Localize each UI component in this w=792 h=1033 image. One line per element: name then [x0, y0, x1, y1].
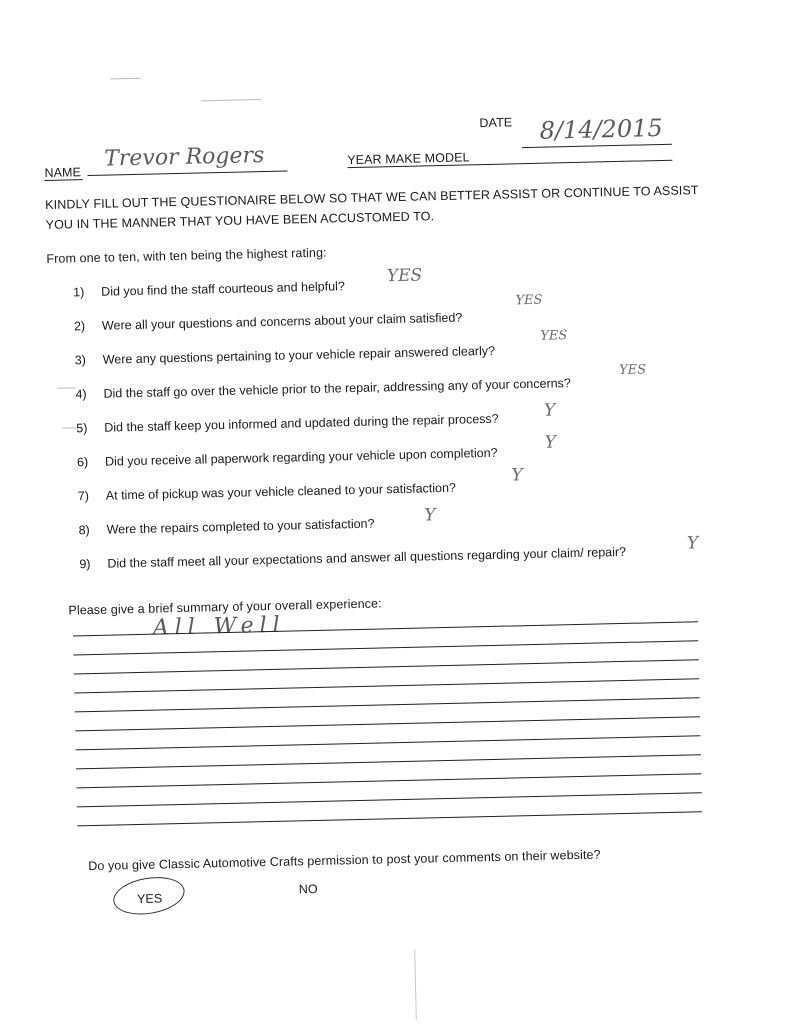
question-number: 4)	[75, 387, 87, 402]
question-number: 6)	[76, 455, 89, 470]
scan-fold-line	[414, 950, 417, 1020]
summary-line	[75, 697, 700, 712]
question-text: Did you receive all paperwork regarding your vehicle upon completion?	[104, 445, 498, 469]
scan-speck	[201, 99, 261, 101]
summary-line	[74, 659, 699, 674]
name-value: Trevor Rogers	[103, 142, 265, 172]
intro-line-2: YOU IN THE MANNER THAT YOU HAVE BEEN ACCUSTOMED TO.	[45, 209, 435, 232]
date-label: DATE	[479, 115, 513, 131]
name-label: NAME	[44, 165, 82, 180]
question-answer: Y	[424, 505, 436, 526]
question-answer: YES	[515, 292, 543, 309]
question-number: 3)	[74, 353, 87, 368]
summary-line	[77, 792, 702, 807]
question-number: 8)	[78, 523, 90, 538]
question-answer: Y	[686, 533, 699, 554]
intro-line-1: KINDLY FILL OUT THE QUESTIONAIRE BELOW SO THAT WE CAN BETTER ASSIST OR CONTINUE TO ASSIST	[45, 183, 699, 212]
summary-line	[76, 754, 701, 769]
question-answer: Y	[511, 465, 523, 486]
summary-prompt: Please give a brief summary of your overall experience:	[68, 596, 382, 618]
scan-speck	[62, 427, 76, 428]
question-text: Were any questions pertaining to your vehicle repair answered clearly?	[102, 343, 496, 367]
question-answer: YES	[618, 362, 647, 378]
summary-lines	[0, 0, 781, 9]
year-make-model-label: YEAR MAKE MODEL	[347, 150, 470, 168]
rating-instructions: From one to ten, with ten being the highest rating:	[46, 245, 327, 266]
yes-circle-mark	[110, 872, 187, 919]
summary-line	[75, 716, 700, 731]
scan-speck	[110, 78, 140, 80]
name-label-underline	[45, 179, 83, 181]
question-number: 9)	[79, 557, 91, 572]
summary-line	[76, 773, 701, 788]
question-text: Were all your questions and concerns about your claim satisfied?	[101, 310, 463, 333]
question-text: Did the staff keep you informed and updated during the repair process?	[104, 411, 499, 435]
yes-label: YES	[136, 891, 163, 907]
summary-line	[77, 811, 702, 826]
scan-speck	[57, 387, 75, 388]
question-number: 2)	[73, 319, 86, 334]
date-value: 8/14/2015	[539, 113, 664, 145]
summary-line	[76, 735, 701, 750]
question-text: Did the staff meet all your expectations and answer all questions regarding your claim/ repair?	[107, 544, 627, 571]
permission-question: Do you give Classic Automotive Crafts permission to post your comments on their website?	[88, 847, 601, 874]
question-text: Did the staff go over the vehicle prior to the repair, addressing any of your concerns?	[103, 376, 571, 401]
question-number: 5)	[76, 421, 88, 436]
summary-line	[73, 640, 698, 655]
question-answer: Y	[544, 432, 557, 453]
question-answer: Y	[543, 400, 556, 421]
question-answer: YES	[386, 265, 423, 287]
summary-written-text: All Well	[152, 612, 286, 641]
question-number: 1)	[73, 285, 85, 300]
question-text: Did you find the staff courteous and helpful?	[101, 279, 345, 299]
summary-line	[74, 678, 699, 693]
question-text: Were the repairs completed to your satisfaction?	[106, 516, 375, 537]
question-text: At time of pickup was your vehicle cleaned to your satisfaction?	[105, 480, 457, 503]
no-label: NO	[298, 881, 318, 897]
question-number: 7)	[77, 489, 90, 504]
question-answer: YES	[540, 328, 568, 344]
